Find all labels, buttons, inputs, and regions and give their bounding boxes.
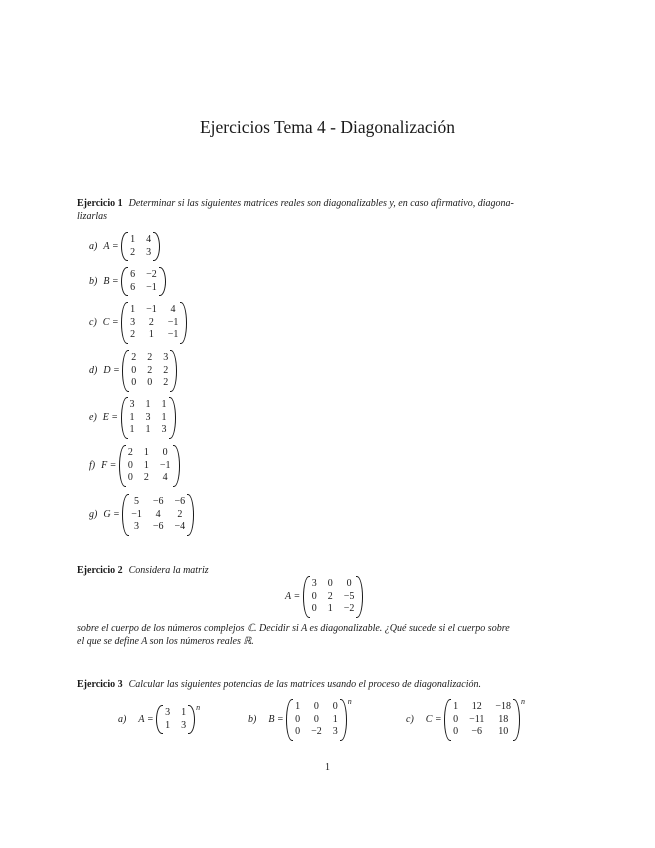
power-item-b: b) B = 1 0 0 0 0 1 0 −2 3 n — [248, 699, 352, 741]
matrix-cell: 6 — [130, 281, 136, 293]
matrix-name: C — [102, 317, 110, 329]
matrix-cell: 1 — [145, 399, 151, 410]
matrix-cell: −18 — [495, 701, 512, 712]
item-label: d) — [89, 365, 98, 377]
exercise-2-matrix: A = 3 0 0 0 2 −5 0 1 −2 — [285, 576, 363, 618]
matrix-cell: 4 — [170, 304, 176, 315]
matrix-cell: 3 — [130, 316, 136, 328]
matrix-cell: 6 — [130, 269, 136, 280]
exercise-2-text-line1: sobre el cuerpo de los números complejos ℂ. Decidir si A es diagonalizable. ¿Qué sucede si el cuerpo sobre — [77, 623, 510, 634]
matrix-cell: −4 — [174, 521, 186, 532]
matrix-name: C — [425, 714, 433, 726]
matrix-name: B — [103, 276, 110, 287]
exercise-1-text-line2: lizarlas — [77, 211, 108, 222]
power-item-a: a) A = 3 1 1 3 n — [118, 705, 200, 734]
matrix-cell: 1 — [332, 713, 338, 725]
matrix-cell: 3 — [161, 424, 167, 435]
matrix-cell: 2 — [147, 364, 153, 376]
matrix-cell: 4 — [155, 508, 161, 520]
item-label: b) — [89, 276, 98, 287]
exercise-2-text-line2: el que se define A son los números reales ℝ. — [77, 636, 254, 647]
matrix-cell: 3 — [134, 521, 140, 532]
item-label: a) — [118, 714, 127, 725]
matrix-G — [122, 494, 194, 536]
matrix-item-d: d) D = 2 2 3 0 2 2 0 0 2 — [89, 350, 177, 392]
matrix-cell: −2 — [311, 726, 322, 737]
matrix-cell: 0 — [295, 726, 301, 737]
matrix-cell: 0 — [295, 713, 301, 725]
matrix-name: A — [285, 591, 292, 603]
exercise-3-statement — [77, 678, 481, 691]
matrix-cell: −2 — [146, 269, 157, 280]
matrix-cell: 0 — [346, 578, 352, 589]
item-label: e) — [89, 412, 97, 424]
matrix-cell: 10 — [498, 726, 509, 737]
matrix-item-f: f) F = 2 1 0 0 1 −1 0 2 4 — [89, 445, 180, 487]
matrix-C — [121, 302, 187, 344]
matrix-A — [121, 232, 160, 261]
matrix-cell: 3 — [129, 399, 135, 410]
exercise-3-text: Calcular las siguientes potencias de las matrices usando el proceso de diagonalización. — [128, 679, 482, 690]
matrix-cell: 0 — [453, 726, 459, 737]
matrix-cell: 0 — [313, 713, 319, 725]
matrix-cell: 1 — [130, 234, 136, 245]
matrix-cell: 2 — [163, 364, 169, 376]
matrix-A-power — [156, 705, 195, 734]
exponent: n — [347, 697, 352, 706]
matrix-cell: 0 — [127, 459, 133, 471]
matrix-item-a: a) A = 1 4 2 3 — [89, 232, 160, 261]
matrix-cell: 0 — [311, 590, 317, 602]
matrix-cell: 0 — [313, 701, 319, 712]
matrix-cell: 1 — [130, 304, 136, 315]
matrix-cell: −6 — [152, 496, 164, 507]
matrix-name: E — [102, 412, 109, 424]
exercise-3-heading: Ejercicio 3 — [77, 679, 123, 690]
matrix-cell: 3 — [145, 411, 151, 423]
matrix-C-power — [444, 699, 520, 741]
matrix-cell: 0 — [131, 377, 137, 388]
matrix-cell: 0 — [131, 364, 137, 376]
matrix-cell: 0 — [147, 377, 153, 388]
matrix-cell: 1 — [161, 399, 167, 410]
item-label: a) — [89, 241, 98, 252]
matrix-cell: −5 — [343, 590, 355, 602]
matrix-cell: 2 — [147, 352, 153, 363]
matrix-E — [121, 397, 176, 439]
matrix-cell: 3 — [165, 707, 171, 718]
matrix-B — [121, 267, 166, 296]
matrix-item-e: e) E = 3 1 1 1 3 1 1 1 3 — [89, 397, 176, 439]
item-label: c) — [406, 714, 414, 726]
matrix-D — [122, 350, 177, 392]
power-item-c: c) C = 1 12 −18 0 −11 18 0 −6 10 n — [406, 699, 525, 741]
matrix-cell: −1 — [167, 316, 179, 328]
matrix-cell: 1 — [129, 424, 135, 435]
matrix-cell: 1 — [145, 424, 151, 435]
matrix-cell: 3 — [163, 352, 169, 363]
matrix-cell: 1 — [129, 411, 135, 423]
matrix-cell: 3 — [146, 246, 152, 258]
matrix-cell: 1 — [165, 719, 171, 731]
matrix-cell: 18 — [498, 713, 509, 725]
matrix-cell: 1 — [453, 701, 459, 712]
matrix-cell: 1 — [143, 447, 149, 458]
matrix-name: D — [103, 365, 111, 377]
matrix-cell: −2 — [343, 603, 355, 614]
matrix-item-b: b) B = 6 −2 6 −1 — [89, 267, 166, 296]
matrix-cell: 2 — [130, 246, 136, 258]
matrix-name: B — [268, 714, 275, 726]
matrix-cell: −1 — [167, 329, 179, 340]
matrix-cell: 5 — [134, 496, 140, 507]
matrix-cell: 1 — [181, 707, 187, 718]
matrix-cell: 2 — [148, 316, 154, 328]
matrix-cell: 0 — [453, 713, 459, 725]
matrix-name: G — [103, 509, 111, 521]
matrix-cell: 2 — [327, 590, 333, 602]
matrix-cell: 1 — [148, 329, 154, 340]
matrix-cell: 2 — [131, 352, 137, 363]
item-label: f) — [89, 460, 96, 472]
matrix-cell: 2 — [143, 472, 149, 483]
matrix-cell: −11 — [469, 713, 485, 725]
matrix-cell: −1 — [146, 281, 157, 293]
exponent: n — [196, 703, 201, 712]
exponent: n — [521, 697, 526, 706]
matrix-cell: −6 — [152, 521, 164, 532]
matrix-name: A — [138, 714, 145, 725]
page-title: Ejercicios Tema 4 - Diagonalización — [199, 117, 455, 137]
matrix-cell: 3 — [181, 719, 187, 731]
item-label: b) — [248, 714, 257, 726]
exercise-2-heading: Ejercicio 2 — [77, 565, 123, 576]
matrix-name: F — [101, 460, 108, 472]
exercise-2-intro: Considera la matriz — [128, 565, 209, 576]
matrix-name: A — [103, 241, 110, 252]
matrix-cell: 1 — [327, 603, 333, 614]
matrix-item-c: c) C = 1 −1 4 3 2 −1 2 1 −1 — [89, 302, 187, 344]
matrix-B-power — [286, 699, 347, 741]
matrix-cell: 0 — [127, 472, 133, 483]
matrix-cell: 0 — [327, 578, 333, 589]
matrix-cell: 2 — [163, 377, 169, 388]
item-label: g) — [89, 509, 98, 521]
matrix-cell: 2 — [127, 447, 133, 458]
exercise-1-text-line1: Determinar si las siguientes matrices reales son diagonalizables y, en caso afirmativo, diagona- — [128, 198, 514, 209]
matrix-cell: −6 — [471, 726, 483, 737]
matrix-cell: 2 — [130, 329, 136, 340]
matrix-cell: 2 — [177, 508, 183, 520]
matrix-cell: 3 — [332, 726, 338, 737]
matrix-cell: 3 — [311, 578, 317, 589]
matrix-cell: −1 — [159, 459, 171, 471]
matrix-cell: 0 — [332, 701, 338, 712]
matrix-cell: 0 — [162, 447, 168, 458]
matrix-cell: 12 — [471, 701, 482, 712]
matrix-cell: 4 — [146, 234, 152, 245]
matrix-cell: 1 — [161, 411, 167, 423]
matrix-item-g: g) G = 5 −6 −6 −1 4 2 3 −6 −4 — [89, 494, 194, 536]
matrix-cell: 4 — [162, 472, 168, 483]
matrix-cell: −6 — [174, 496, 186, 507]
matrix-cell: 0 — [311, 603, 317, 614]
exercise-1-statement — [77, 197, 582, 210]
matrix-cell: −1 — [131, 508, 142, 520]
matrix-cell: 1 — [295, 701, 301, 712]
page-number: 1 — [325, 762, 330, 773]
exercise-1-heading: Ejercicio 1 — [77, 198, 123, 209]
matrix-F — [119, 445, 180, 487]
item-label: c) — [89, 317, 97, 329]
exercise-2-statement — [77, 564, 209, 577]
matrix-cell: −1 — [146, 304, 157, 315]
matrix-cell: 1 — [143, 459, 149, 471]
matrix-A-ex2 — [303, 576, 364, 618]
